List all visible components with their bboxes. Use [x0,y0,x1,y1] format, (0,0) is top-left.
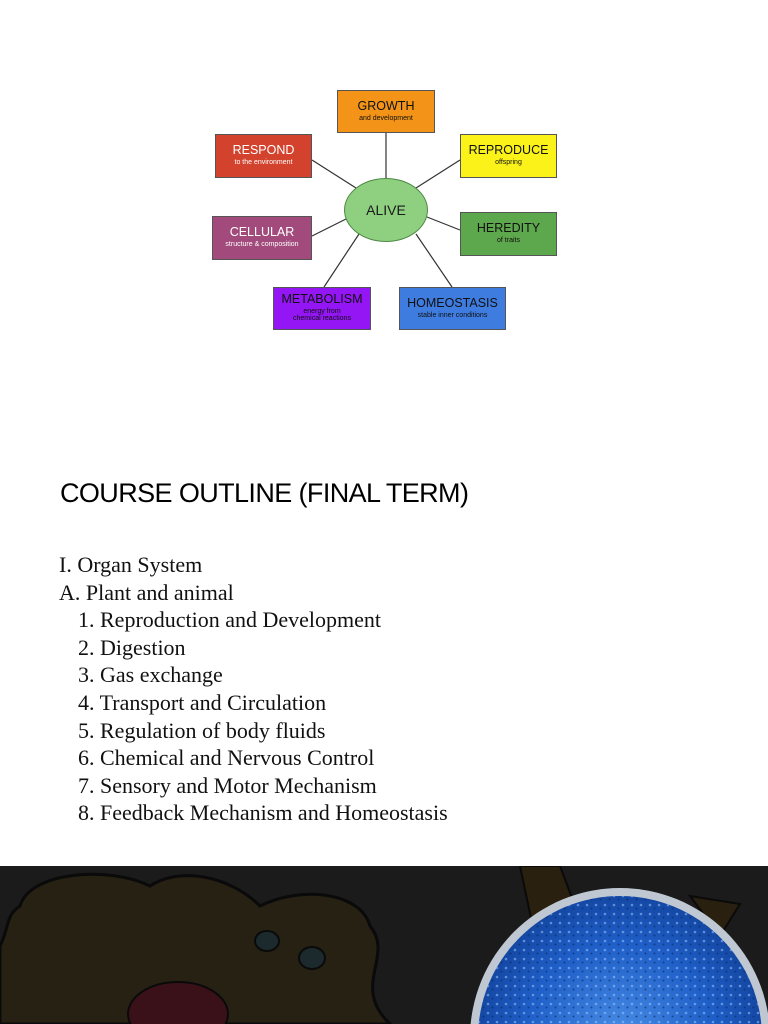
node-title: REPRODUCE [468,143,549,157]
node-title: CELLULAR [229,225,295,239]
cell-artwork [0,866,768,1024]
node-title: RESPOND [232,143,295,157]
node-subtitle: energy from chemical reactions [293,308,351,323]
outline-title: COURSE OUTLINE (FINAL TERM) [60,478,469,508]
connector-homeostasis [416,234,452,287]
node-subtitle: structure & composition [225,241,299,249]
list-item: 7. Sensory and Motor Mechanism [78,772,377,798]
node-subtitle: of traits [497,237,520,245]
characteristics-of-life-diagram [0,0,768,360]
list-item: 2. Digestion [78,634,186,660]
node-reproduce [460,134,557,178]
node-heredity [460,212,557,256]
list-item: 5. Regulation of body fluids [78,717,326,743]
node-cellular [212,216,312,260]
vacuole-shape [255,931,279,951]
node-homeostasis [399,287,506,330]
connector-cellular [312,219,346,236]
course-outline-list [59,551,448,827]
node-metabolism [273,287,371,330]
list-item: I. Organ System [59,552,203,577]
vacuole-shape [299,947,325,969]
node-title: HEREDITY [476,221,541,235]
node-title: METABOLISM [281,292,363,306]
center-label: ALIVE [366,202,406,218]
list-item: 3. Gas exchange [78,662,223,688]
node-growth [337,90,435,133]
connector-heredity [427,217,460,230]
list-item: 8. Feedback Mechanism and Homeostasis [78,800,448,826]
list-item: 4. Transport and Circulation [78,689,327,715]
node-subtitle: to the environment [234,159,293,167]
node-subtitle: and development [359,115,413,123]
center-node-alive [344,178,428,242]
list-item: 6. Chemical and Nervous Control [78,745,375,771]
node-subtitle: stable inner conditions [417,312,488,320]
node-title: GROWTH [357,99,415,113]
list-item: 1. Reproduction and Development [78,607,382,633]
node-subtitle: offspring [495,159,522,167]
decorative-cell-illustration [0,866,768,1024]
list-item: A. Plant and animal [59,579,234,605]
node-respond [215,134,312,178]
node-title: HOMEOSTASIS [407,296,498,310]
connector-metabolism [324,234,359,287]
